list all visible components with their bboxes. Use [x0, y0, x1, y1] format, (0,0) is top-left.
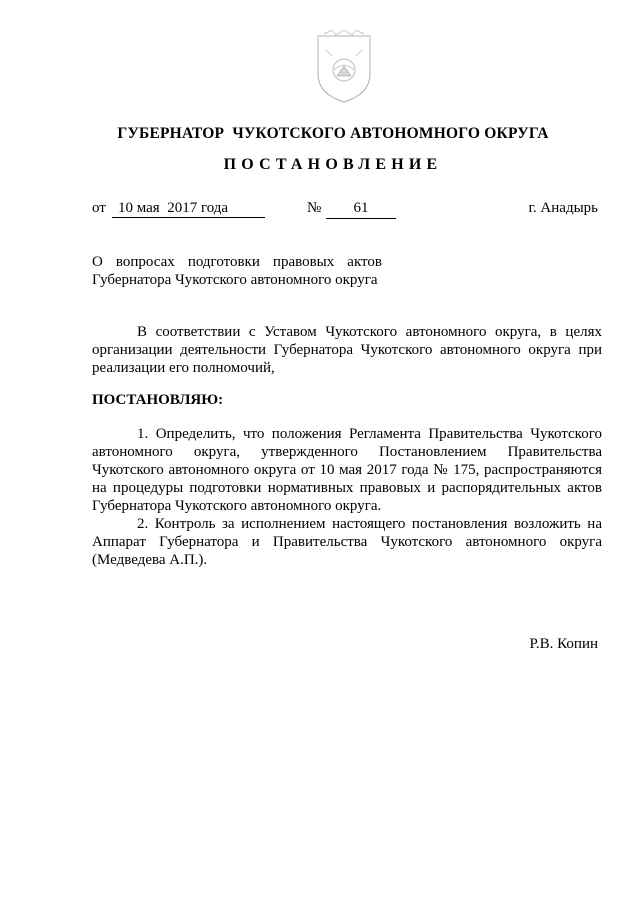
subject-line: О вопросах подготовки правовых актов — [92, 254, 382, 270]
preamble-line: реализации его полномочий, — [92, 360, 275, 376]
document-meta — [92, 200, 598, 220]
document-number: 61 — [326, 200, 396, 219]
document-type: ПОСТАНОВЛЕНИЕ — [223, 156, 443, 173]
preamble — [92, 323, 602, 377]
preamble-line: В соответствии с Уставом Чукотского автономного округа, в целях — [137, 324, 602, 340]
item-2-line: (Медведева А.П.). — [92, 552, 208, 568]
preamble-line: организации деятельности Губернатора Чукотского автономного округа при — [92, 342, 602, 358]
issuer-title: ГУБЕРНАТОР ЧУКОТСКОГО АВТОНОМНОГО ОКРУГА — [117, 125, 549, 142]
signatory-name: Р.В. Копин — [529, 636, 598, 652]
coat-of-arms-icon — [312, 30, 376, 106]
item-2-line: Аппарат Губернатора и Правительства Чукотского автономного округа — [92, 534, 602, 550]
document-subject — [92, 253, 382, 289]
number-label: № — [307, 200, 322, 216]
decree-heading: ПОСТАНОВЛЯЮ: — [92, 392, 224, 408]
item-2-line: 2. Контроль за исполнением настоящего постановления возложить на — [137, 516, 602, 532]
subject-line: Губернатора Чукотского автономного округа — [92, 272, 378, 288]
item-1-line: Чукотского автономного округа от 10 мая 2017 года № 175, распространяются — [92, 462, 602, 478]
item-1-line: на процедуры подготовки нормативных правовых и распорядительных актов — [92, 480, 602, 496]
decree-items — [92, 425, 602, 569]
document-place: г. Анадырь — [528, 200, 598, 216]
item-1-line: Губернатора Чукотского автономного округа. — [92, 498, 382, 514]
date-label: от — [92, 200, 106, 216]
item-1-line: автономного округа, утвержденного Постановлением Правительства — [92, 444, 602, 460]
item-1-line: 1. Определить, что положения Регламента Правительства Чукотского — [137, 426, 602, 442]
document-date: 10 мая 2017 года — [112, 200, 265, 218]
